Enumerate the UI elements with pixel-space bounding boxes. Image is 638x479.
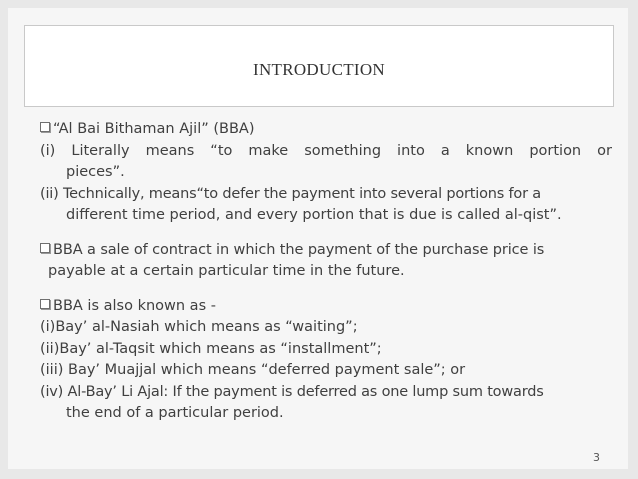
section1-heading-row [40,119,612,141]
section2-line1-row [40,240,612,262]
section3-item1: (i)Bay’ al-Nasiah which means as “waiting”; [40,319,358,335]
section1-item1-line1: (i) Literally means “to make something into a known portion or [40,142,612,159]
page-number: 3 [593,451,600,464]
section1-item1-line2: pieces”. [66,164,125,180]
spacer [40,227,612,240]
checkbox-bullet-icon [40,243,50,253]
section1-heading: “Al Bai Bithaman Ajil” (BBA) [53,121,255,137]
section1-item2-line1: (ii) Technically, means“to defer the payment into several portions for a [40,185,541,202]
checkbox-bullet-icon [40,299,50,309]
section1-item2-line2: different time period, and every portion that is due is called al-qist”. [66,207,562,223]
spacer [40,283,612,296]
slide [8,8,628,469]
section3-item4-line1: (iv) Al-Bay’ Li Ajal: If the payment is deferred as one lump sum towards [40,383,544,400]
checkbox-bullet-icon [40,122,50,132]
section3-item3: (iii) Bay’ Muajjal which means “deferred payment sale”; or [40,362,466,378]
section2-line1: BBA a sale of contract in which the payment of the purchase price is [53,241,545,258]
slide-body [40,119,612,425]
section2-line2: payable at a certain particular time in the future. [48,263,405,279]
section3-heading-row [40,296,612,318]
title-box [24,25,614,107]
section3-heading: BBA is also known as - [53,297,216,314]
section3-item4-line2: the end of a particular period. [66,405,284,421]
slide-title: INTRODUCTION [252,60,386,79]
section3-item2: (ii)Bay’ al-Taqsit which means as “installment”; [40,340,382,357]
